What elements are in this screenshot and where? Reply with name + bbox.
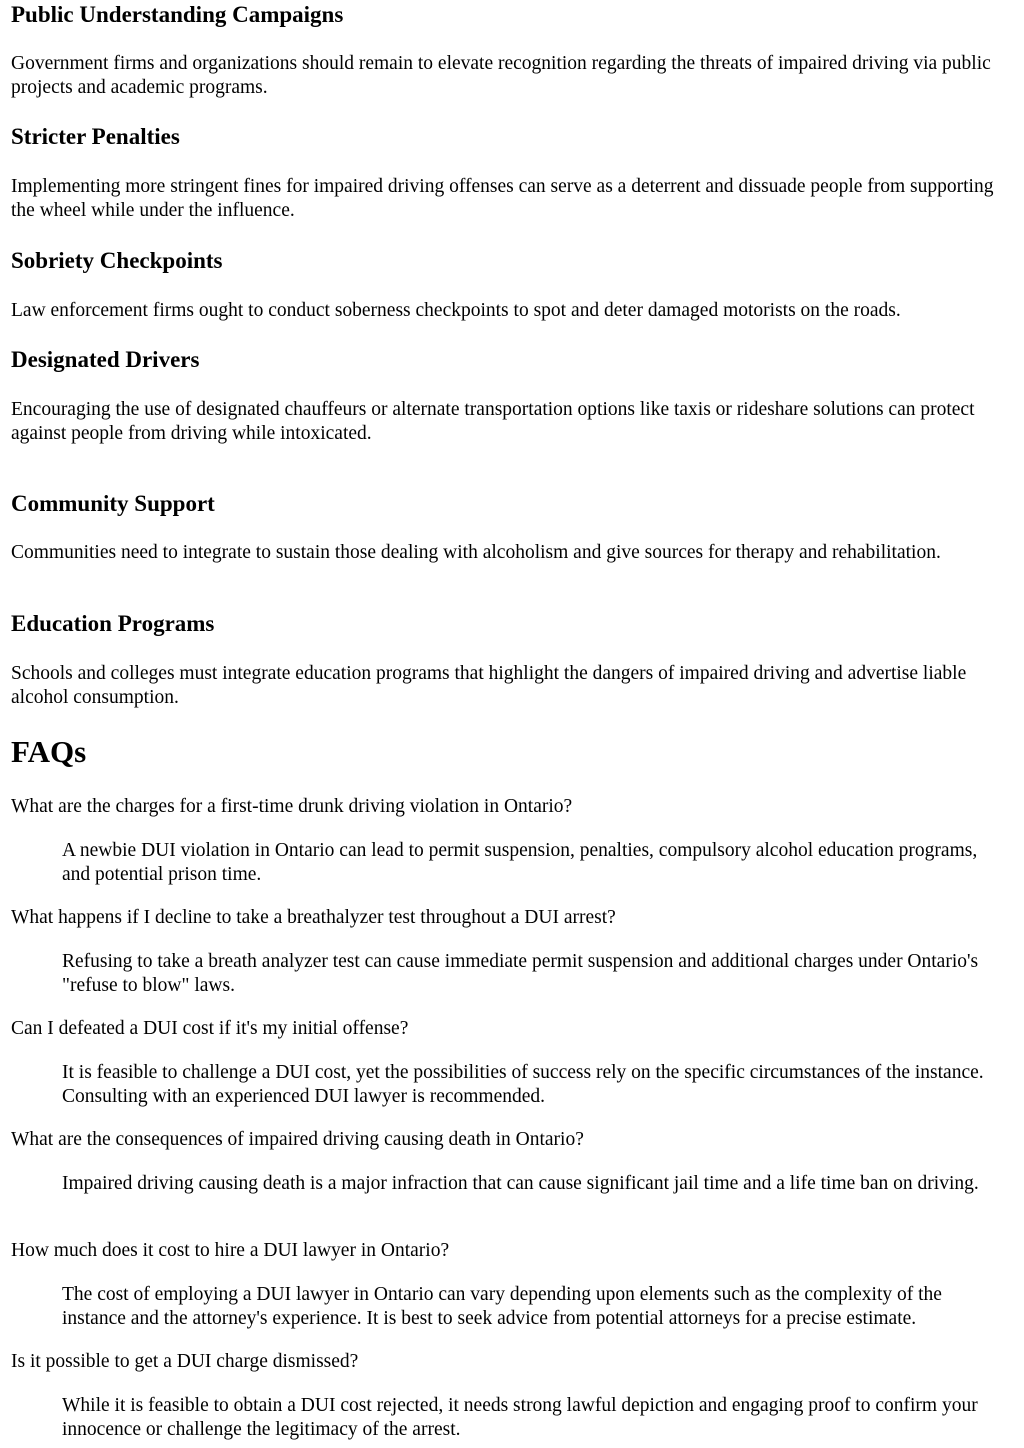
faq-question: What are the consequences of impaired driving causing death in Ontario? bbox=[11, 1129, 584, 1150]
section-text-sobriety-checkpoints: Law enforcement firms ought to conduct soberness checkpoints to spot and deter damaged motorists on the roads. bbox=[11, 300, 901, 321]
section-text-community-support: Communities need to integrate to sustain those dealing with alcoholism and give sources for therapy and rehabilitation. bbox=[11, 542, 941, 563]
section-text-designated-drivers: Encouraging the use of designated chauffeurs or alternate transportation options like taxis or rideshare solutions can protect against people from driving while intoxicated. bbox=[11, 399, 975, 444]
faq-question: Is it possible to get a DUI charge dismissed? bbox=[11, 1351, 359, 1372]
faq-question: What happens if I decline to take a breathalyzer test throughout a DUI arrest? bbox=[11, 907, 616, 928]
section-heading-stricter-penalties: Stricter Penalties bbox=[11, 124, 180, 149]
faq-question: What are the charges for a first-time drunk driving violation in Ontario? bbox=[11, 796, 573, 817]
faq-answer: Impaired driving causing death is a major infraction that can cause significant jail time and a life time ban on driving. bbox=[62, 1173, 979, 1194]
faq-question: How much does it cost to hire a DUI lawyer in Ontario? bbox=[11, 1240, 450, 1261]
section-text-stricter-penalties: Implementing more stringent fines for impaired driving offenses can serve as a deterrent and dissuade people from supporting the wheel while under the influence. bbox=[11, 176, 994, 221]
section-text-public-understanding: Government firms and organizations should remain to elevate recognition regarding the threats of impaired driving via public projects and academic programs. bbox=[11, 53, 991, 98]
section-text-education-programs: Schools and colleges must integrate education programs that highlight the dangers of impaired driving and advertise liable alcohol consumption. bbox=[11, 663, 967, 708]
faq-answer: Refusing to take a breath analyzer test can cause immediate permit suspension and additional charges under Ontario's "refuse to blow" laws. bbox=[62, 951, 979, 996]
faq-question: Can I defeated a DUI cost if it's my initial offense? bbox=[11, 1018, 409, 1039]
faq-answer: While it is feasible to obtain a DUI cost rejected, it needs strong lawful depiction and engaging proof to confirm your innocence or challenge the legitimacy of the arrest. bbox=[62, 1395, 978, 1440]
section-heading-education-programs: Education Programs bbox=[11, 611, 215, 636]
faq-answer: A newbie DUI violation in Ontario can lead to permit suspension, penalties, compulsory alcohol education programs, and potential prison time. bbox=[62, 840, 978, 885]
section-heading-community-support: Community Support bbox=[11, 491, 215, 516]
faq-answer: The cost of employing a DUI lawyer in Ontario can vary depending upon elements such as the complexity of the instance and the attorney's experience. It is best to seek advice from potential attorneys for a precise estimate. bbox=[62, 1284, 942, 1329]
faq-answer: It is feasible to challenge a DUI cost, yet the possibilities of success rely on the specific circumstances of the instance. Consulting with an experienced DUI lawyer is recommended. bbox=[62, 1062, 984, 1107]
faq-title: FAQs bbox=[11, 734, 87, 769]
section-heading-sobriety-checkpoints: Sobriety Checkpoints bbox=[11, 248, 223, 273]
section-heading-public-understanding: Public Understanding Campaigns bbox=[11, 2, 344, 27]
section-heading-designated-drivers: Designated Drivers bbox=[11, 347, 200, 372]
